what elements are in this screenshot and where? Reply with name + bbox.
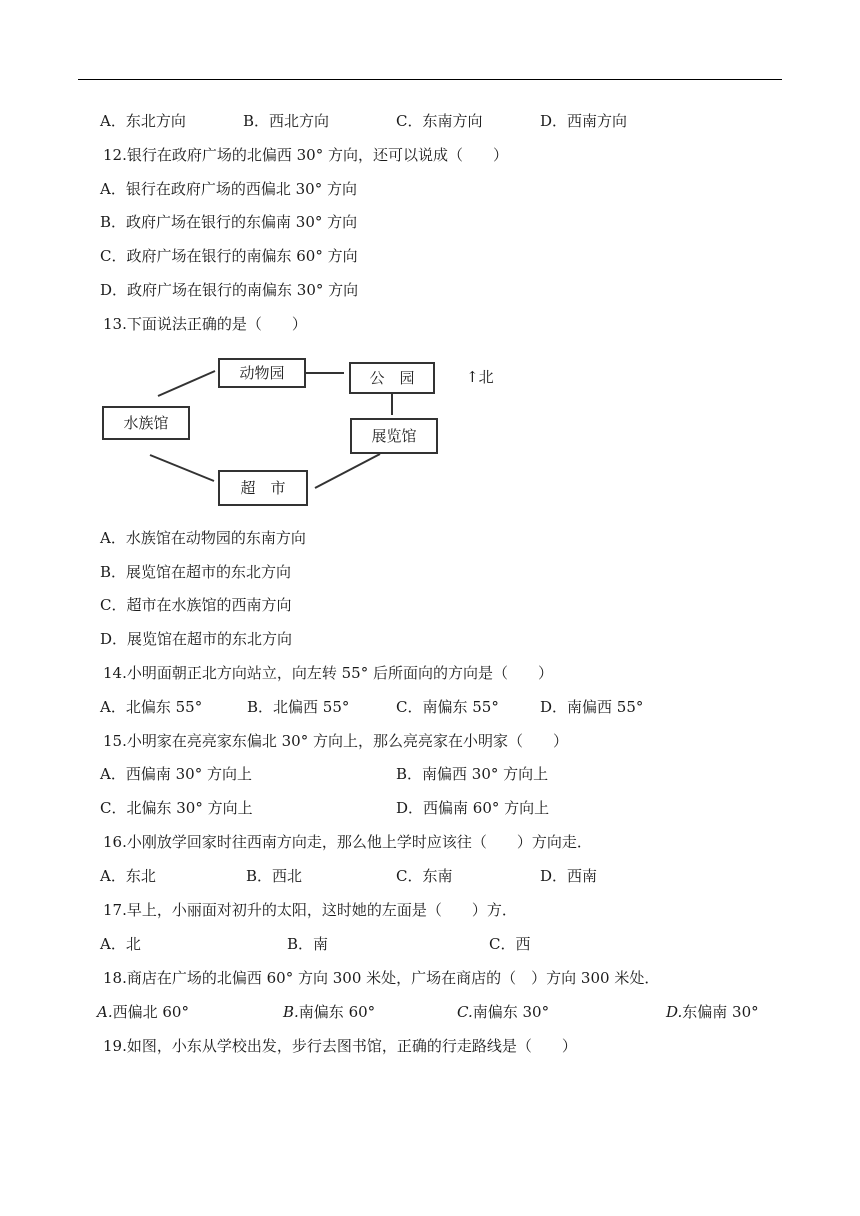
q18-option-a [97, 1002, 189, 1022]
north-indicator [466, 366, 494, 387]
connector-aquarium-zoo [158, 371, 215, 396]
q16-stem: 16.小刚放学回家时往西南方向走，那么他上学时应该往（ ）方向走． [103, 833, 592, 851]
q13-option-c: C．超市在水族馆的西南方向 [100, 596, 292, 614]
q15-option-d: D．西偏南 60° 方向上 [396, 799, 550, 817]
north-arrow-icon: ↑ [466, 368, 479, 386]
q11-option-a: A．东北方向 [100, 112, 186, 130]
q15-stem: 15.小明家在亮亮家东偏北 30° 方向上，那么亮亮家在小明家（ ） [103, 732, 568, 750]
q14-stem: 14.小明面朝正北方向站立，向左转 55° 后所面向的方向是（ ） [103, 664, 553, 682]
q18-option-b-text: 南偏东 60° [298, 1003, 376, 1021]
q15-option-c: C．北偏东 30° 方向上 [100, 799, 253, 817]
q13-option-d: D．展览馆在超市的东北方向 [100, 630, 293, 648]
park-box: 公 园 [349, 362, 435, 394]
q12-option-d: D．政府广场在银行的南偏东 30° 方向 [100, 281, 359, 299]
q13-option-a: A．水族馆在动物园的东南方向 [100, 529, 306, 547]
q18-option-d-text: 东偏南 30° [682, 1003, 759, 1021]
supermarket-box: 超 市 [218, 470, 308, 506]
q11-option-b: B．西北方向 [243, 112, 330, 130]
q12-option-b: B．政府广场在银行的东偏南 30° 方向 [100, 213, 358, 231]
q18-option-b-letter: B. [283, 1003, 299, 1021]
q17-option-b: B．南 [287, 935, 329, 953]
q14-option-a: A．北偏东 55° [100, 698, 203, 716]
q16-option-d: D．西南 [540, 867, 598, 885]
q13-stem: 13.下面说法正确的是（ ） [103, 315, 307, 333]
q14-option-d: D．南偏西 55° [540, 698, 644, 716]
q18-option-c-text: 南偏东 30° [472, 1003, 550, 1021]
q18-option-a-text: 西偏北 60° [112, 1003, 189, 1021]
q17-option-a: A．北 [100, 935, 141, 953]
q17-stem: 17.早上，小丽面对初升的太阳，这时她的左面是（ ）方． [103, 901, 517, 919]
q16-option-a: A．东北 [100, 867, 156, 885]
aquarium-box: 水族馆 [102, 406, 190, 440]
q14-option-b: B．北偏西 55° [247, 698, 350, 716]
q12-option-a: A．银行在政府广场的西偏北 30° 方向 [100, 180, 357, 198]
exhibition-box: 展览馆 [350, 418, 438, 454]
connector-aquarium-supermarket [150, 455, 214, 481]
q13-option-b: B．展览馆在超市的东北方向 [100, 563, 292, 581]
q18-option-d-letter: D. [666, 1003, 683, 1021]
q15-option-a: A．西偏南 30° 方向上 [100, 765, 252, 783]
q18-option-a-letter: A. [97, 1003, 113, 1021]
q12-stem: 12.银行在政府广场的北偏西 30° 方向，还可以说成（ ） [103, 146, 508, 164]
q16-option-c: C．东南 [396, 867, 453, 885]
q11-option-c: C．东南方向 [396, 112, 483, 130]
north-label: 北 [478, 368, 494, 386]
connector-supermarket-exhibition [315, 454, 380, 488]
header-rule [78, 79, 782, 80]
q16-option-b: B．西北 [246, 867, 303, 885]
location-diagram [90, 348, 510, 513]
q14-option-c: C．南偏东 55° [396, 698, 499, 716]
q18-option-b [283, 1002, 375, 1022]
q18-option-c [457, 1002, 549, 1022]
q17-option-c: C．西 [489, 935, 531, 953]
zoo-box: 动物园 [218, 358, 306, 388]
q12-option-c: C．政府广场在银行的南偏东 60° 方向 [100, 247, 358, 265]
q11-option-d: D．西南方向 [540, 112, 628, 130]
q18-option-c-letter: C. [457, 1003, 473, 1021]
q19-stem: 19.如图，小东从学校出发，步行去图书馆，正确的行走路线是（ ） [103, 1037, 577, 1055]
q15-option-b: B．南偏西 30° 方向上 [396, 765, 549, 783]
q18-option-d [666, 1002, 759, 1022]
q18-stem: 18.商店在广场的北偏西 60° 方向 300 米处，广场在商店的（ ）方向 300 米处． [103, 969, 660, 987]
